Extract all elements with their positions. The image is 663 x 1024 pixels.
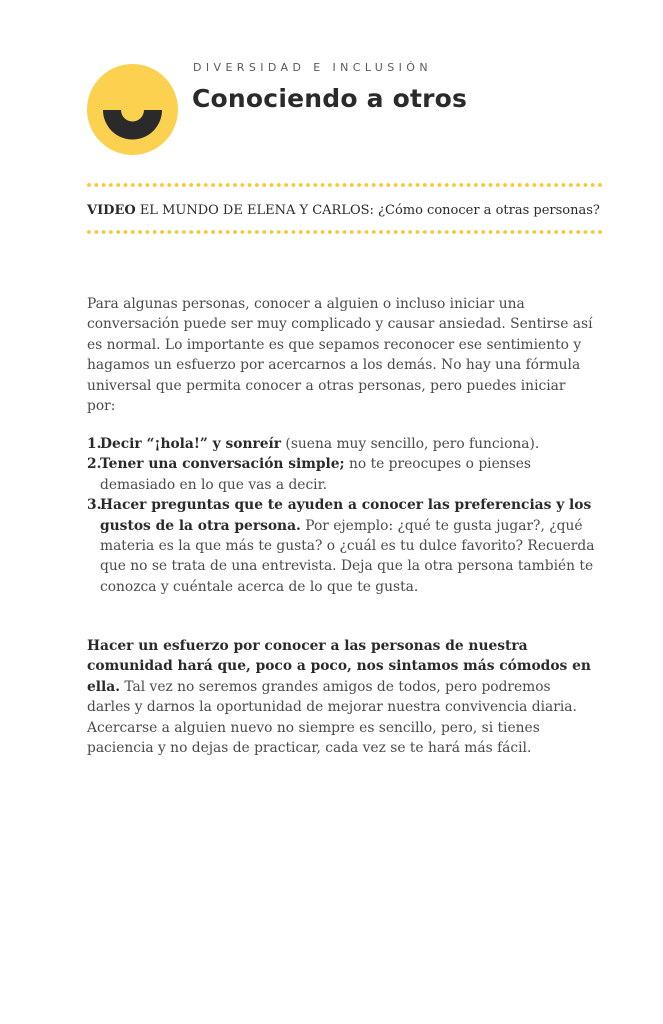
closing-bold: Hacer un esfuerzo por conocer a las personas de nuestra comunidad hará que, poco a poco, nos sintamos más cómodos en ella.	[87, 638, 591, 695]
list-number: 1.	[87, 436, 102, 452]
tips-list	[87, 434, 602, 597]
list-item-text: (suena muy sencillo, pero funciona).	[281, 436, 540, 452]
list-item-bold: Hacer preguntas que te ayuden a conocer las preferencias y los gustos de la otra persona.	[100, 497, 592, 534]
closing-paragraph	[87, 636, 597, 758]
page-title: Conociendo a otros	[192, 84, 468, 113]
dotted-divider-bottom	[87, 229, 605, 235]
video-keyword: VIDEO	[87, 203, 136, 218]
list-item	[87, 454, 602, 495]
eye-face-icon	[87, 64, 178, 155]
list-item	[87, 495, 602, 597]
list-item-text: Por ejemplo: ¿qué te gusta jugar?, ¿qué materia es la que más te gusta? o ¿cuál es tu dulce favorito? Recuerda que no se trata de una entrevista. Deja que la otra persona también te conozca y cuéntale acerca de lo que te gusta.	[100, 517, 595, 595]
list-number: 3.	[87, 497, 102, 514]
video-reference	[87, 203, 600, 218]
list-item-bold: Tener una conversación simple;	[100, 456, 345, 473]
list-item	[87, 434, 602, 454]
category-label: DIVERSIDAD E INCLUSIÓN	[193, 61, 432, 74]
list-number: 2.	[87, 456, 102, 473]
list-item-text: no te preocupes o pienses demasiado en lo que vas a decir.	[100, 456, 531, 493]
dotted-divider-top	[87, 182, 605, 188]
closing-text: Tal vez no seremos grandes amigos de todos, pero podremos darles y darnos la oportunidad de mejorar nuestra convivencia diaria. Acercarse a alguien nuevo no siempre es sencillo, pero, si tienes paciencia y no dejas de practicar, cada vez se te hará más fácil.	[87, 678, 577, 757]
video-title: EL MUNDO DE ELENA Y CARLOS: ¿Cómo conocer a otras personas?	[135, 203, 600, 218]
list-item-bold: Decir “¡hola!” y sonreír	[100, 436, 282, 452]
intro-paragraph: Para algunas personas, conocer a alguien o incluso iniciar una conversación puede ser muy complicado y causar ansiedad. Sentirse así es normal. Lo importante es que sepamos reconocer ese sentimiento y hagamos un esfuerzo por acercarnos a los demás. No hay una fórmula universal que permita conocer a otras personas, pero puedes iniciar por:	[87, 296, 593, 415]
